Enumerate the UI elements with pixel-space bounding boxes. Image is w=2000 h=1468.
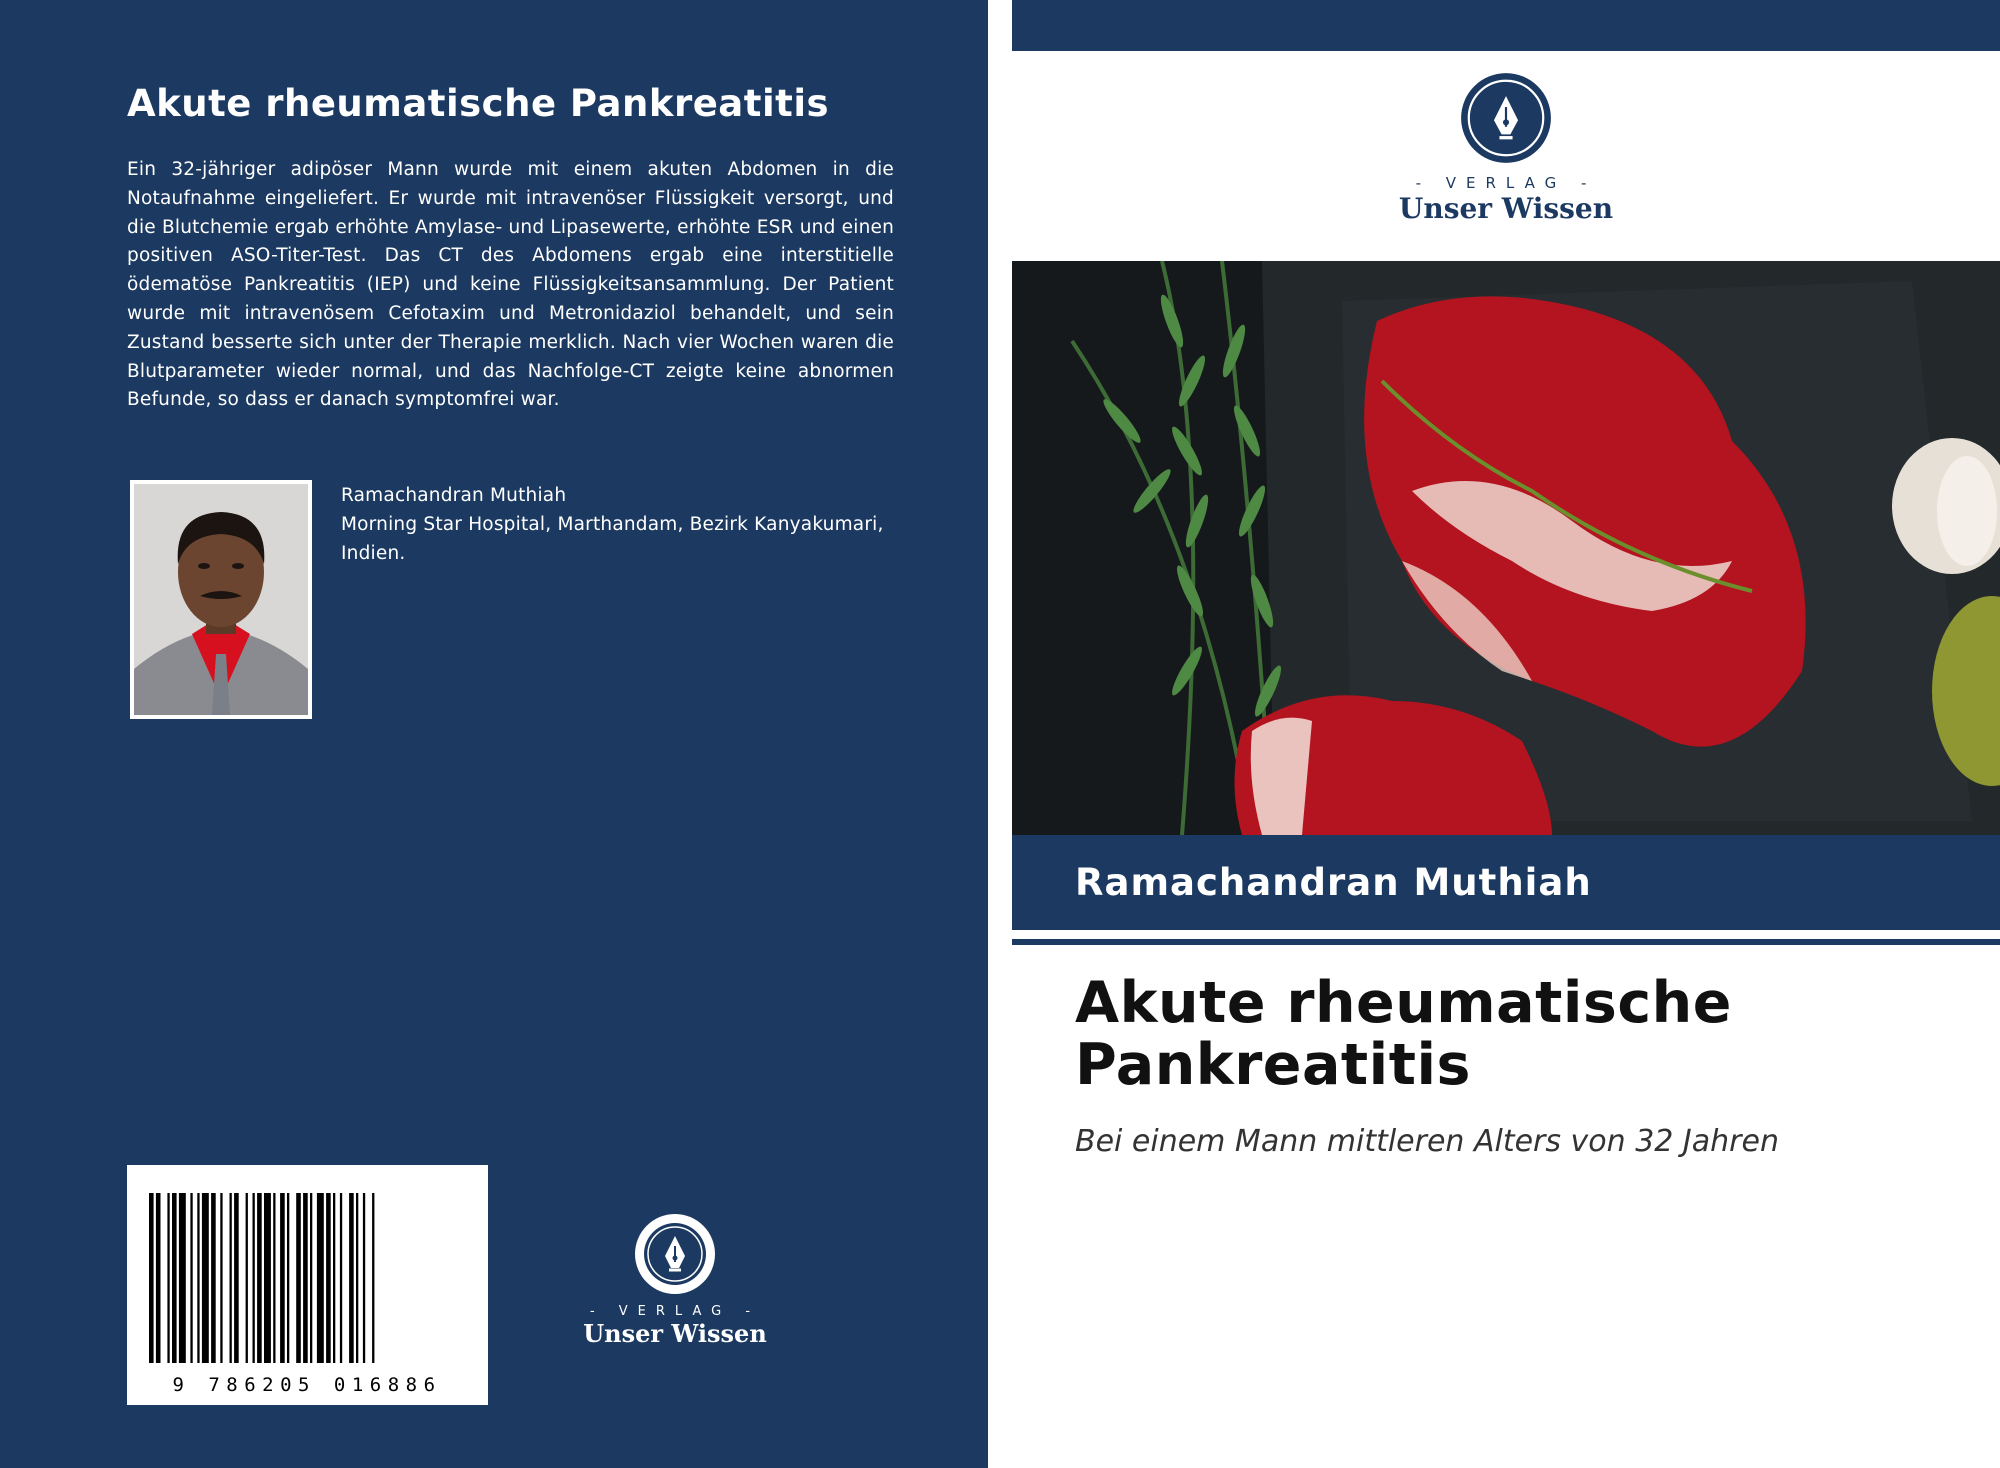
front-logo-name: Unser Wissen [1398,192,1614,225]
barcode-bar [264,1193,271,1363]
author-photo [130,480,312,719]
author-bio [341,481,901,568]
barcode-bar [310,1193,312,1363]
barcode-bar [179,1193,186,1363]
barcode-bar [172,1193,177,1363]
barcode-bar [246,1193,248,1363]
front-cover-subtitle: Bei einem Mann mittleren Alters von 32 Jahren [1075,1124,1779,1159]
barcode-bar [220,1193,222,1363]
front-divider-line [1012,939,2000,945]
back-publisher-logo [575,1212,775,1348]
barcode-bar [340,1193,342,1363]
barcode-bar [372,1193,374,1363]
author-country: Indien. [341,543,406,564]
front-author-name: Ramachandran Muthiah [1075,861,1592,904]
barcode-bar [296,1193,301,1363]
fountain-pen-nib-icon [633,1212,717,1296]
barcode-bar [287,1193,289,1363]
barcode-bar [211,1193,216,1363]
back-cover [0,0,988,1468]
front-title-line1: Akute rheumatische [1075,970,1732,1036]
barcode-bar [363,1193,365,1363]
cover-photo [1012,261,2000,835]
front-cover-title [1075,972,1955,1096]
barcode-bar [253,1193,255,1363]
front-cover [1012,0,2000,1468]
front-title-line2: Pankreatitis [1075,1032,1471,1098]
author-name: Ramachandran Muthiah [341,485,567,506]
back-logo-verlag: - VERLAG - [589,1304,761,1319]
barcode-bar [197,1193,199,1363]
barcode-bar [303,1193,308,1363]
front-logo-verlag: - VERLAG - [1415,174,1597,192]
front-author-band [1012,835,2000,930]
barcode-bar [257,1193,262,1363]
front-top-bar [1012,0,2000,51]
isbn-digits: 9 786205 016886 [172,1374,442,1396]
barcode-bar [317,1193,324,1363]
barcode-bar [280,1193,285,1363]
barcode-bar [149,1193,154,1363]
barcode-bar [326,1193,331,1363]
barcode-bar [333,1193,335,1363]
barcode-bars [149,1193,374,1363]
fountain-pen-nib-icon [1460,72,1552,164]
back-cover-blurb: Ein 32-jähriger adipöser Mann wurde mit einem akuten Abdomen in die Notaufnahme eingeliefert. Er wurde mit intravenöser Flüssigkeit versorgt, und die Blutchemie ergab erhöhte Amylase- und Lipasewerte, erhöhte ESR und einen positiven ASO-Titer-Test. Das CT des Abdomens ergab eine interstitielle ödematöse Pankreatitis (IEP) und keine Flüssigkeitsansammlung. Der Patient wurde mit intravenösem Cefotaxim und Metronidaziol behandelt, und sein Zustand besserte sich unter der Therapie merklich. Nach vier Wochen waren die Blutparameter wieder normal, und das Nachfolge-CT zeigte keine abnormen Befunde, so dass er danach symptomfrei war. [127,159,894,411]
back-logo-name: Unser Wissen [583,1319,767,1348]
barcode-bar [349,1193,354,1363]
barcode-bar [230,1193,232,1363]
front-publisher-logo [1012,72,2000,225]
isbn-barcode [127,1165,488,1405]
barcode-bar [234,1193,239,1363]
barcode-bar [273,1193,275,1363]
barcode-bar [202,1193,209,1363]
barcode-bar [356,1193,358,1363]
barcode-bar [190,1193,192,1363]
author-affiliation: Morning Star Hospital, Marthandam, Bezirk Kanyakumari, [341,514,884,535]
barcode-bar [167,1193,169,1363]
back-cover-title: Akute rheumatische Pankreatitis [127,82,830,125]
barcode-bar [156,1193,161,1363]
